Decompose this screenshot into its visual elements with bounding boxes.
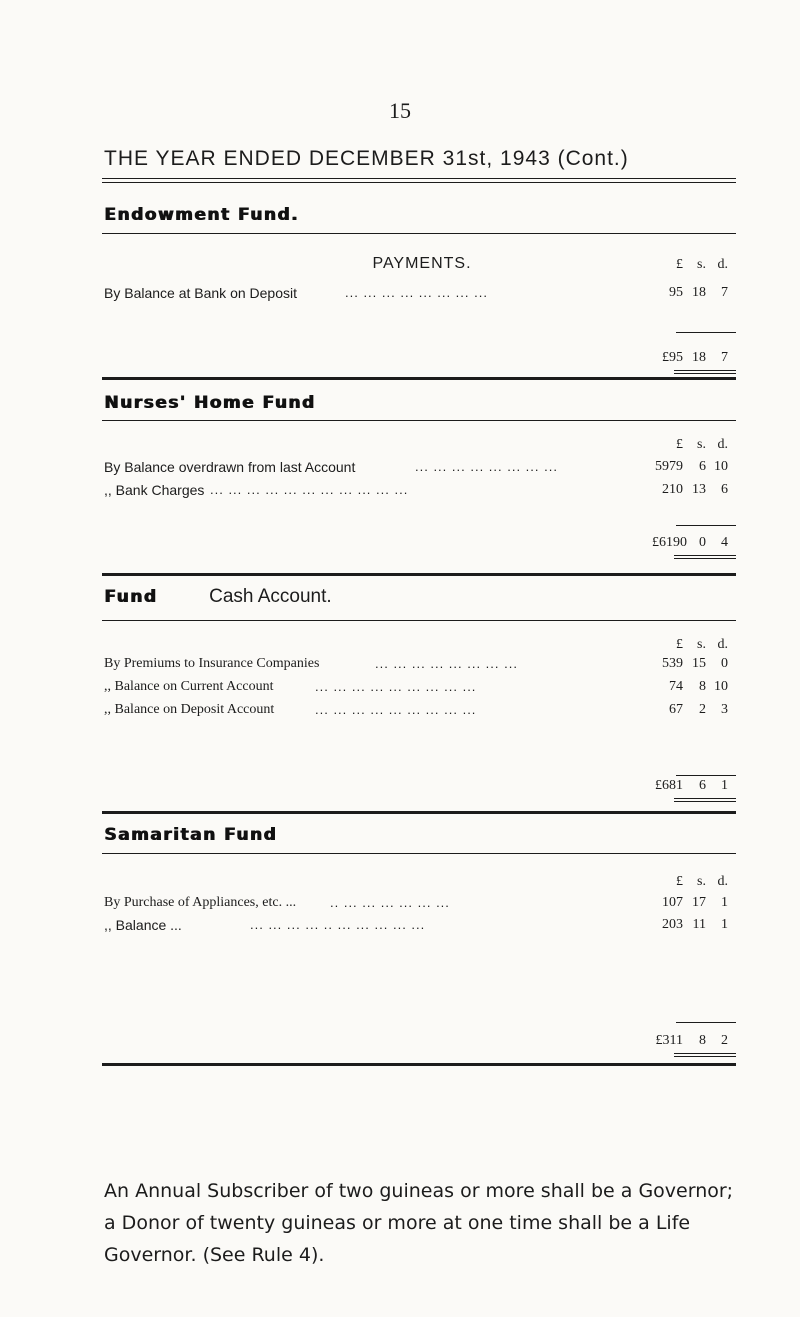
section-divider xyxy=(102,1063,736,1066)
divider xyxy=(102,620,736,621)
pence: 6 xyxy=(721,482,728,497)
total-double-rule xyxy=(674,370,736,371)
shillings-header: s. xyxy=(697,874,706,889)
total-double-rule xyxy=(674,1056,736,1057)
leader-dots: ... ... ... ... ... ... ... ... xyxy=(375,656,518,671)
ledger-row-amount xyxy=(652,679,732,697)
total-pounds: £681 xyxy=(655,778,683,793)
shillings-header: s. xyxy=(697,637,706,652)
leader-dots: .. ... ... ... ... ... ... xyxy=(330,895,450,910)
pounds: 95 xyxy=(669,285,683,300)
pounds: 107 xyxy=(662,895,683,910)
ledger-row-label: By Balance overdrawn from last Account xyxy=(104,459,356,475)
pounds-header: £ xyxy=(676,257,683,272)
total-double-rule xyxy=(674,373,736,374)
section-total xyxy=(652,535,732,553)
shillings: 11 xyxy=(692,917,706,932)
total-pounds: £311 xyxy=(655,1033,683,1048)
total-pence: 7 xyxy=(721,350,728,365)
pounds: 5979 xyxy=(655,459,683,474)
divider xyxy=(102,853,736,854)
fund-title: Fund xyxy=(104,587,158,607)
pounds: 67 xyxy=(669,702,683,717)
section-total xyxy=(652,778,732,796)
pence: 0 xyxy=(721,656,728,671)
pence-header: d. xyxy=(717,437,728,452)
ledger-row-amount xyxy=(652,482,732,500)
page-number: 15 xyxy=(389,98,411,123)
currency-header xyxy=(652,874,732,892)
ledger-row-amount xyxy=(652,459,732,477)
total-shillings: 18 xyxy=(692,350,706,365)
shillings: 18 xyxy=(692,285,706,300)
pounds: 539 xyxy=(662,656,683,671)
total-double-rule xyxy=(674,798,736,799)
pence-header: d. xyxy=(717,874,728,889)
total-rule xyxy=(676,775,736,776)
total-double-rule xyxy=(674,1053,736,1054)
ledger-row-label: By Purchase of Appliances, etc. ... xyxy=(104,895,297,910)
pence: 1 xyxy=(721,895,728,910)
ledger-row-amount xyxy=(652,285,732,303)
total-rule xyxy=(676,1022,736,1023)
total-pence: 2 xyxy=(721,1033,728,1048)
total-pounds: £95 xyxy=(662,350,683,365)
cash-account-subtitle: Cash Account. xyxy=(209,586,332,607)
shillings: 15 xyxy=(692,656,706,671)
pounds: 203 xyxy=(662,917,683,932)
leader-dots: ... ... ... ... ... ... ... ... ... xyxy=(315,702,477,717)
total-pence: 4 xyxy=(721,535,728,550)
pounds-header: £ xyxy=(676,437,683,452)
leader-dots: ... ... ... ... ... ... ... ... xyxy=(415,459,558,474)
pence-header: d. xyxy=(717,257,728,272)
section-title-cash-account xyxy=(104,586,332,608)
total-shillings: 0 xyxy=(699,535,706,550)
total-pence: 1 xyxy=(721,778,728,793)
divider xyxy=(102,233,736,234)
section-title-endowment: Endowment Fund. xyxy=(104,205,299,225)
shillings-header: s. xyxy=(697,257,706,272)
total-rule xyxy=(676,525,736,526)
shillings: 17 xyxy=(692,895,706,910)
pence-header: d. xyxy=(717,637,728,652)
pounds-header: £ xyxy=(676,637,683,652)
pence: 10 xyxy=(714,459,728,474)
ledger-row-label: ,, Balance on Deposit Account xyxy=(104,702,275,717)
section-title-samaritan: Samaritan Fund xyxy=(104,825,277,845)
shillings-header: s. xyxy=(697,437,706,452)
ledger-row-amount xyxy=(652,656,732,674)
total-shillings: 6 xyxy=(699,778,706,793)
leader-dots: ... ... ... ... ... ... ... ... ... xyxy=(315,679,477,694)
ledger-row-label: By Premiums to Insurance Companies xyxy=(104,656,320,671)
section-divider xyxy=(102,811,736,814)
shillings: 2 xyxy=(699,702,706,717)
ledger-row-label: ,, Balance ... xyxy=(104,917,182,933)
pence: 7 xyxy=(721,285,728,300)
total-double-rule xyxy=(674,555,736,556)
pounds: 210 xyxy=(662,482,683,497)
section-total xyxy=(652,1033,732,1051)
currency-header xyxy=(652,637,732,655)
leader-dots: ... ... ... ... ... ... ... ... ... ... ... xyxy=(210,482,409,497)
shillings: 8 xyxy=(699,679,706,694)
payments-heading: PAYMENTS. xyxy=(372,255,472,272)
divider xyxy=(102,178,736,179)
currency-header xyxy=(652,437,732,455)
pounds: 74 xyxy=(669,679,683,694)
total-double-rule xyxy=(674,801,736,802)
pence: 10 xyxy=(714,679,728,694)
total-double-rule xyxy=(674,558,736,559)
section-title-nurses-home: Nurses' Home Fund xyxy=(104,393,316,413)
total-rule xyxy=(676,332,736,333)
total-pounds: £6190 xyxy=(652,535,687,550)
currency-header xyxy=(652,257,732,275)
ledger-row-amount xyxy=(652,702,732,720)
ledger-row-label: ,, Balance on Current Account xyxy=(104,679,274,694)
pence: 3 xyxy=(721,702,728,717)
ledger-row-amount xyxy=(652,895,732,913)
section-divider xyxy=(102,377,736,380)
divider xyxy=(102,420,736,421)
shillings: 6 xyxy=(699,459,706,474)
ledger-row-amount xyxy=(652,917,732,935)
divider xyxy=(102,182,736,183)
leader-dots: ... ... ... ... ... ... ... ... xyxy=(345,285,488,300)
ledger-row-label: ,, Bank Charges xyxy=(104,482,205,498)
section-divider xyxy=(102,573,736,576)
ledger-row-label: By Balance at Bank on Deposit xyxy=(104,285,298,301)
section-total xyxy=(652,350,732,368)
pence: 1 xyxy=(721,917,728,932)
leader-dots: ... ... ... ... .. ... ... ... ... ... xyxy=(250,917,426,932)
shillings: 13 xyxy=(692,482,706,497)
pounds-header: £ xyxy=(676,874,683,889)
page-title: THE YEAR ENDED DECEMBER 31st, 1943 (Cont.) xyxy=(104,147,629,170)
total-shillings: 8 xyxy=(699,1033,706,1048)
footnote: An Annual Subscriber of two guineas or more shall be a Governor; a Donor of twenty guineas or more at one time shall be a Life Governor. (See Rule 4). xyxy=(104,1180,734,1266)
